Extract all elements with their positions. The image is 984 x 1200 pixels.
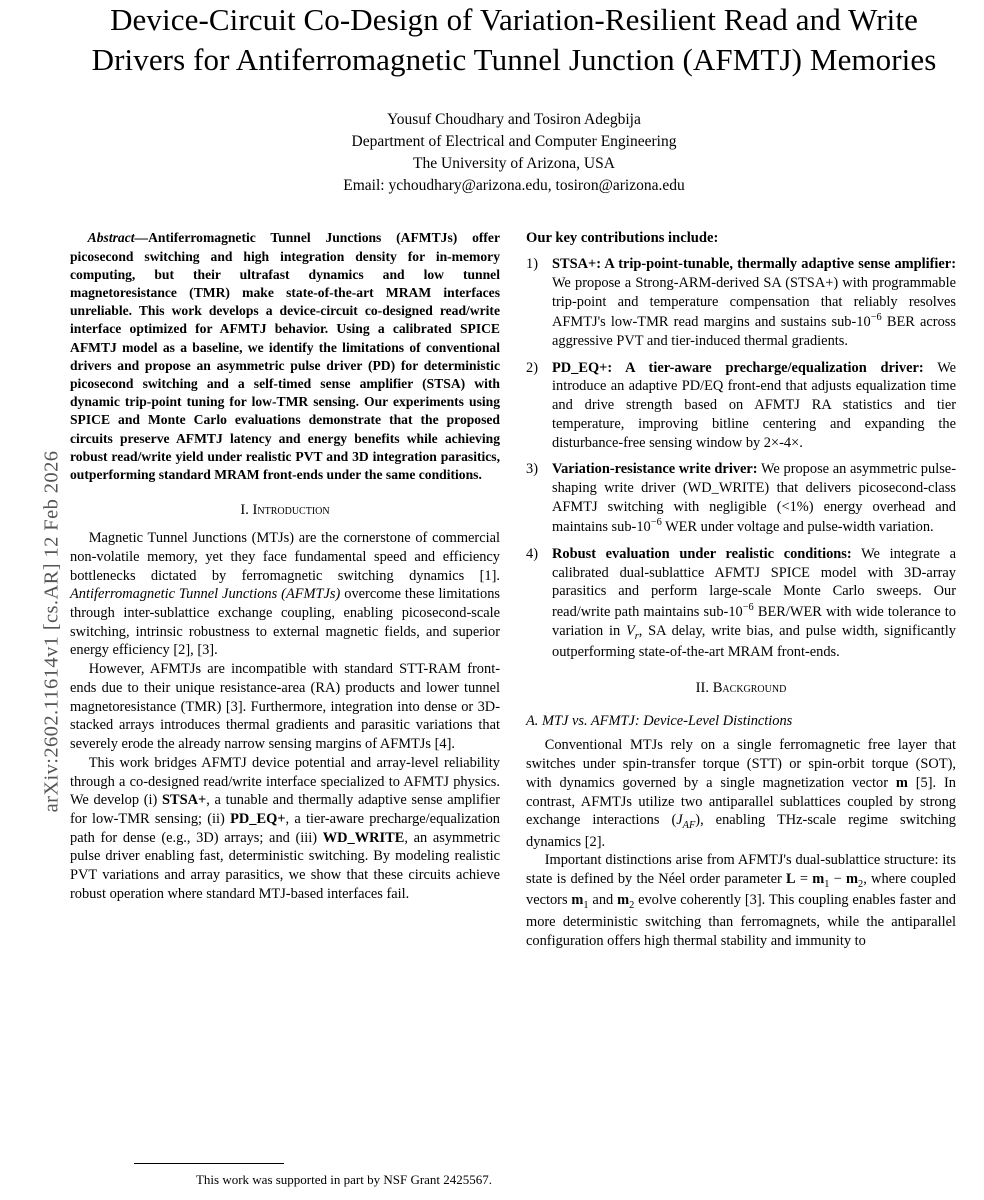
paper-content (64, 0, 964, 1200)
text-run: Conventional MTJs rely on a single ferromagnetic free layer that switches under spin-transfer torque (STT) or spin-orbit torque (SOT), with dynamics governed by a single magnetization vector (526, 737, 956, 791)
text-run: BER/WER with wide tolerance to variation in (552, 603, 956, 639)
text-run: We propose an asymmetric pulse-shaping write driver (WD_WRITE) that delivers picosecond-class AFMTJ switching with negligible (<1%) energy overhead and maintains sub-10 (552, 461, 956, 536)
author-block (64, 109, 964, 197)
text-run: overcome these limitations through inter-sublattice exchange coupling, enabling picosecond-scale switching, intrinsic robustness to external magnetic fields, and superior energy efficiency [2], [3]. (70, 586, 500, 659)
text-run: Important distinctions arise from AFMTJ's dual-sublattice structure: its state is defined by the Néel order parameter (526, 852, 956, 888)
text-run: = (795, 871, 813, 888)
abstract (70, 229, 500, 484)
arxiv-stamp: arXiv:2602.11614v1 [cs.AR] 12 Feb 2026 (40, 450, 63, 813)
text-run: WER under voltage and pulse-width variation. (661, 519, 934, 536)
text-run: − (829, 871, 847, 888)
text-run: 1 (824, 878, 830, 890)
text-run: m (571, 892, 584, 909)
text-run: L (786, 871, 796, 888)
text-run: 1 (583, 900, 589, 912)
text-run: PD_EQ+ (230, 810, 286, 827)
text-run: −6 (870, 312, 882, 324)
abstract-label: Abstract— (87, 230, 149, 246)
author-names: Yousuf Choudhary and Tosiron Adegbija (387, 111, 641, 129)
text-run: m (812, 871, 825, 888)
text-run: We propose a Strong-ARM-derived SA (STSA+) with programmable trip-point and temperature compensation that reliably resolves AFMTJ's low-TMR read margins and sustains sub-10 (552, 275, 956, 331)
text-run: 2 (858, 878, 864, 890)
list-marker: 2) (526, 359, 538, 376)
list-marker: 1) (526, 256, 538, 273)
list-marker: 3) (526, 461, 538, 478)
paragraph (526, 851, 956, 950)
left-column (70, 229, 500, 950)
section-heading-background: II. Background (695, 679, 787, 696)
paragraph (70, 660, 500, 754)
section-heading-introduction: I. Introduction (240, 502, 330, 519)
text-run: However, AFMTJs are incompatible with standard STT-RAM front-ends due to their unique resistance-area (RA) products and lower tunnel magnetoresistance (TMR) [3]. Furthermore, integration into dense or 3D-stacked arrays introduces thermal gradients and parasitic variations that severely erode the already narrow sensing margins of AFMTJs [4]. (70, 661, 500, 753)
right-column (526, 229, 956, 950)
footnote: This work was supported in part by NSF Grant 2425567. (195, 1172, 493, 1187)
paragraph (70, 754, 500, 904)
subsection-heading-mtj-vs-afmtj: A. MTJ vs. AFMTJ: Device-Level Distinctions (526, 712, 793, 729)
text-run: r (634, 630, 639, 642)
text-run: ), enabling THz-scale regime switching dynamics [2]. (526, 812, 956, 850)
text-run: We integrate a calibrated dual-sublattice AFMTJ SPICE model with 3D-array parasitics and perform large-scale Monte Carlo sweeps. Our read/write path maintains sub-10 (552, 545, 957, 620)
text-run: Magnetic Tunnel Junctions (MTJs) are the cornerstone of commercial non-volatile memory, yet they face fundamental speed and efficiency bottlenecks dictated by ferromagnetic switching dynamics [1]. (70, 530, 500, 584)
text-run: −6 (742, 602, 754, 614)
text-run: AF (682, 820, 696, 832)
text-run: , an asymmetric pulse driver enabling fast, deterministic switching. By modeling realistic PVT variations and array parasitics, we show that these circuits achieve robust operation where standard MTJ-based interfaces fail. (70, 829, 500, 902)
author-affiliation: The University of Arizona, USA (413, 155, 615, 173)
text-run: 2 (629, 900, 635, 912)
text-run: Variation-resistance write driver: (552, 461, 758, 478)
text-run: evolve coherently [3]. This coupling enables faster and more deterministic switching than ferromagnets, while the antiparallel configuration offers high thermal stability and immunity to (526, 892, 957, 949)
text-run: Robust evaluation under realistic conditions: (552, 545, 852, 562)
contributions-list (526, 255, 956, 661)
introduction-paragraphs (70, 529, 500, 903)
text-run: , where coupled vectors (526, 871, 956, 909)
text-run: STSA+: A trip-point-tunable, thermally adaptive sense amplifier: (552, 256, 956, 273)
text-run: −6 (650, 517, 662, 529)
text-run: STSA+ (162, 792, 207, 809)
author-department: Department of Electrical and Computer Engineering (351, 133, 677, 151)
text-run: Antiferromagnetic Tunnel Junctions (AFMTJs) (70, 586, 341, 603)
background-paragraphs (526, 736, 956, 950)
text-run: m (895, 774, 908, 791)
contribution-item (526, 359, 956, 453)
text-run: WD_WRITE (322, 829, 405, 846)
text-run: PD_EQ+: A tier-aware precharge/equalization driver: (552, 359, 924, 376)
contribution-item (526, 545, 956, 662)
text-run: V (625, 622, 635, 639)
text-run: , a tunable and thermally adaptive sense amplifier for low-TMR sensing; (ii) (70, 792, 500, 827)
contributions-heading: Our key contributions include: (526, 230, 719, 247)
text-run: m (617, 892, 630, 909)
footnote-rule (134, 1163, 284, 1164)
contribution-item (526, 460, 956, 537)
text-run: [5]. In contrast, AFMTJs utilize two antiparallel sublattices coupled by strong exchange interactions ( (526, 774, 957, 829)
text-run: BER across aggressive PVT and tier-induced thermal gradients. (552, 314, 956, 349)
page-title: Device-Circuit Co-Design of Variation-Resilient Read and Write Drivers for Antiferromagnetic Tunnel Junction (AFMTJ) Memories (91, 2, 937, 77)
text-run: , a tier-aware precharge/equalization path for dense (e.g., 3D) arrays; and (iii) (70, 810, 501, 846)
contribution-item (526, 255, 956, 350)
abstract-text: Antiferromagnetic Tunnel Junctions (AFMTJs) offer picosecond switching and high integration density for in-memory computing, but their ultrafast dynamics and low tunnel magnetoresistance (TMR) make state-of-the-art MRAM interfaces unreliable. This work develops a device-circuit co-designed read/write interface optimized for AFMTJ behavior. Using a calibrated SPICE AFMTJ model as a baseline, we identify the limitations of conventional drivers and propose an asymmetric pulse driver (PD) for deterministic picosecond switching and a self-timed sense amplifier (STSA) with dynamic trip-point tuning for low-TMR sensing. Our experiments using SPICE and Monte Carlo evaluations demonstrate that the proposed circuits preserve AFMTJ latency and energy benefits while achieving robust read/write yield under realistic PVT and 3D integration parasitics, outperforming standard MRAM front-ends under the same conditions. (70, 230, 500, 482)
paragraph (70, 529, 500, 660)
text-run: This work bridges AFMTJ device potential and array-level reliability through a co-designed read/write interface specialized to AFMTJ physics. We develop (i) (70, 754, 500, 809)
paragraph (526, 736, 956, 851)
two-column-body (64, 229, 964, 950)
text-run: We introduce an adaptive PD/EQ front-end that adjusts equalization time and drive strength based on AFMTJ RA statistics and tier temperature, improving bitline centering and expanding the disturbance-free sensing window by 2×-4×. (552, 359, 957, 451)
text-run: J (676, 812, 683, 829)
list-marker: 4) (526, 545, 538, 562)
text-run: and (588, 892, 618, 909)
text-run: , SA delay, write bias, and pulse width, significantly outperforming state-of-the-art MRAM front-ends. (552, 622, 956, 660)
text-run: m (846, 871, 859, 888)
author-email: Email: ychoudhary@arizona.edu, tosiron@arizona.edu (343, 177, 685, 195)
